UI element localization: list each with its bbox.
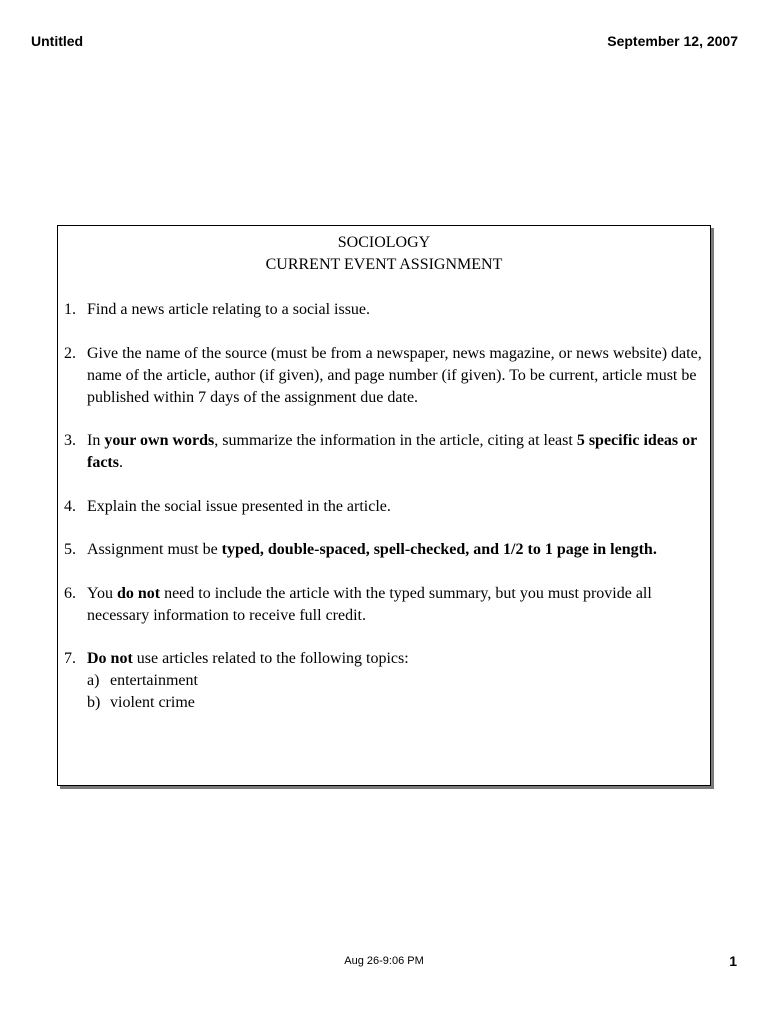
text-run: You [87,584,117,602]
emphasis-text: typed, double-spaced, spell-checked, and 1/2 to 1 page in length. [221,541,657,558]
instruction-list [64,299,704,714]
sub-item-letter: b) [87,694,101,711]
item-number: 5. [64,541,76,558]
heading-title: CURRENT EVENT ASSIGNMENT [265,256,503,273]
sub-list-item [87,692,704,714]
assignment-content [64,232,704,736]
assignment-box [57,225,711,786]
item-number: 6. [64,584,76,602]
emphasis-text: Do not [87,650,133,667]
item-text: Find a news article relating to a social issue. [87,301,371,318]
sub-item-letter: a) [87,672,100,689]
document-date: September 12, 2007 [607,33,738,49]
list-item [64,299,704,321]
item-number: 1. [64,301,76,318]
list-item [64,343,704,409]
list-item [64,583,704,627]
list-item [64,430,704,474]
item-text [87,539,704,561]
item-text [87,648,704,714]
text-run: . [118,454,123,471]
text-run: use articles related to the following topics: [132,650,409,667]
item-text [87,430,704,474]
item-number: 4. [64,497,76,515]
emphasis-text: your own words [104,432,215,449]
document-title: Untitled [31,33,84,49]
item-text: Give the name of the source (must be from a newspaper, news magazine, or news website) date, name of the article, author (if given), and page number (if given). To be current, article must be published within 7 days of the assignment due date. [87,344,702,406]
item-number: 3. [64,432,76,449]
page-number: 1 [729,953,737,969]
sub-item-text: entertainment [110,672,198,689]
footer-timestamp: Aug 26-9:06 PM [344,955,424,967]
list-item [64,539,704,561]
item-lead [87,648,704,670]
item-text: Explain the social issue presented in the article. [87,497,391,515]
item-number: 2. [64,344,76,362]
list-item [64,648,704,714]
emphasis-text: do not [116,584,161,602]
list-item [64,496,704,518]
text-run: In [87,432,105,449]
assignment-heading [64,232,704,276]
text-run: need to include the article with the typed summary, but you must provide all necessary information to receive full credit. [87,584,652,624]
sub-list-item [87,670,704,692]
item-number: 7. [64,650,76,667]
sub-item-text: violent crime [110,694,195,711]
emphasis-text: 5 specific ideas or facts [87,432,697,471]
heading-subject: SOCIOLOGY [337,234,431,251]
text-run: Assignment must be [87,541,222,558]
item-text [87,583,704,627]
text-run: , summarize the information in the article, citing at least [214,432,577,449]
